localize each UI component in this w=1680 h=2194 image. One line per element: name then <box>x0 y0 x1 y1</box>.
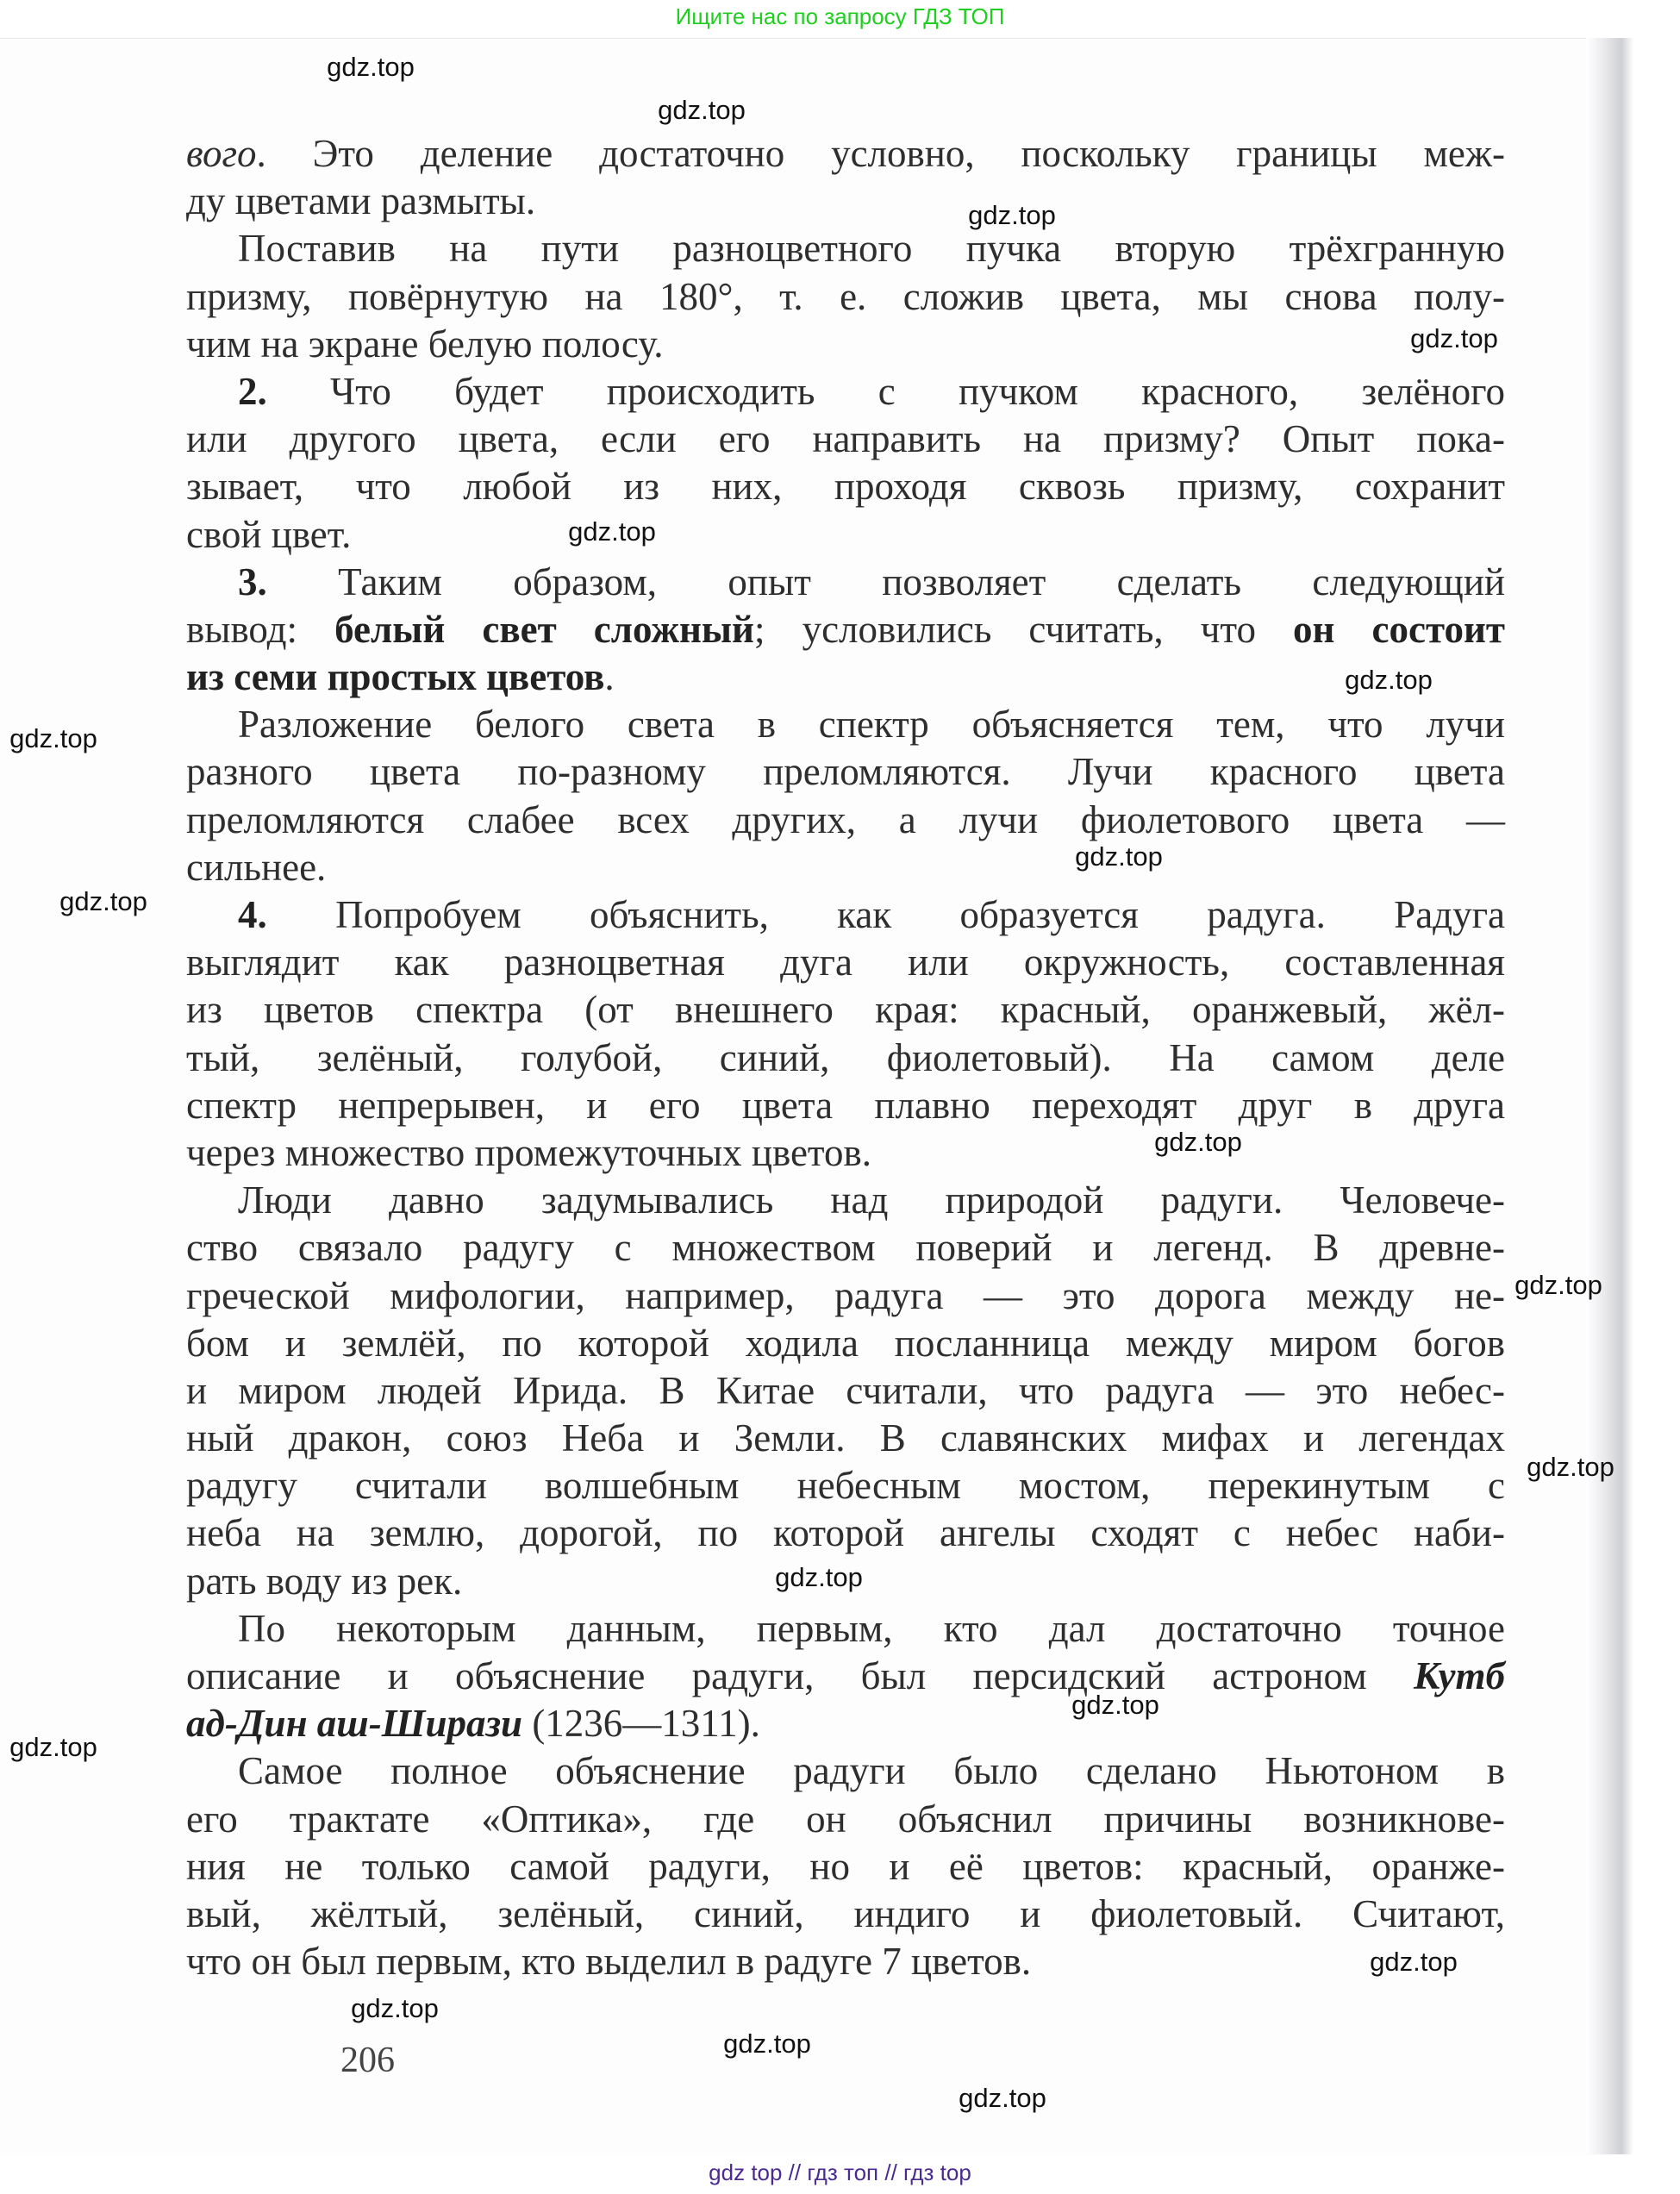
text-line <box>186 511 1505 559</box>
text-line <box>186 178 1505 225</box>
text-segment: . Это деление достаточно условно, поскольку границы меж- <box>256 132 1505 175</box>
text-line <box>186 1224 1505 1272</box>
text-segment: ный дракон, союз Неба и Земли. В славянских мифах и легендах <box>186 1416 1505 1460</box>
text-segment: Люди давно задумывались над природой радуги. Человече- <box>238 1178 1505 1222</box>
text-segment: из цветов спектра (от внешнего края: красный, оранжевый, жёл- <box>186 988 1505 1032</box>
emphasized-text: Кутб <box>1413 1654 1505 1697</box>
emphasized-text: ад-Дин аш-Ширази <box>186 1702 523 1746</box>
emphasized-text: 2. <box>238 369 267 413</box>
text-line <box>186 1462 1505 1510</box>
text-segment: радугу считали волшебным небесным мостом, перекинутым с <box>186 1464 1505 1508</box>
emphasized-text: белый свет сложный <box>334 607 754 651</box>
text-segment: Поставив на пути разноцветного пучка вторую трёхгранную <box>238 227 1505 271</box>
text-line <box>186 1843 1505 1891</box>
text-segment: призму, повёрнутую на 180°, т. е. сложив цвета, мы снова полу- <box>186 274 1505 318</box>
watermark: gdz.top <box>959 2083 1046 2113</box>
watermark: gdz.top <box>1075 841 1163 872</box>
page-number: 206 <box>340 2041 395 2080</box>
body-text <box>186 130 1505 1985</box>
text-line <box>186 1272 1505 1320</box>
watermark: gdz.top <box>968 200 1056 230</box>
text-segment: вывод: <box>186 607 335 651</box>
text-segment: вый, жёлтый, зелёный, синий, индиго и фиолетовый. Считают, <box>186 1891 1505 1935</box>
text-line <box>186 1034 1505 1082</box>
text-line <box>186 891 1505 939</box>
watermark: gdz.top <box>568 516 656 547</box>
text-segment: ду цветами размыты. <box>186 179 536 223</box>
text-segment: что он был первым, кто выделил в радуге 7 цветов. <box>186 1940 1032 1984</box>
text-segment: выглядит как разноцветная дуга или окружность, составленная <box>186 941 1505 984</box>
text-segment: Самое полное объяснение радуги было сделано Ньютоном в <box>238 1749 1505 1793</box>
text-line <box>186 606 1505 653</box>
text-line <box>186 1082 1505 1129</box>
text-segment: тый, зелёный, голубой, синий, фиолетовый). На самом деле <box>186 1035 1505 1079</box>
watermark: gdz.top <box>59 886 147 916</box>
text-segment: Попробуем объяснить, как образуется радуга. Радуга <box>266 893 1505 936</box>
text-line <box>186 797 1505 844</box>
text-line <box>186 559 1505 606</box>
watermark: gdz.top <box>658 95 746 125</box>
text-line <box>186 986 1505 1034</box>
text-line <box>186 1605 1505 1653</box>
watermark: gdz.top <box>1514 1270 1602 1300</box>
text-segment: бом и землёй, по которой ходила посланница между миром богов <box>186 1321 1505 1365</box>
watermark: gdz.top <box>327 52 415 82</box>
text-line <box>186 416 1505 463</box>
text-segment: зывает, что любой из них, проходя сквозь призму, сохранит <box>186 465 1505 509</box>
text-segment: или другого цвета, если его направить на призму? Опыт пока- <box>186 417 1505 461</box>
watermark: gdz.top <box>1154 1127 1242 1157</box>
text-segment: рать воду из рек. <box>186 1559 463 1603</box>
text-line <box>186 748 1505 796</box>
text-line <box>186 1700 1505 1747</box>
watermark: gdz.top <box>1345 665 1433 695</box>
text-segment: и миром людей Ирида. В Китае считали, что радуга — это небес- <box>186 1368 1505 1412</box>
watermark: gdz.top <box>351 1993 439 2023</box>
watermark: gdz.top <box>1370 1947 1458 1977</box>
text-line <box>186 368 1505 416</box>
text-line <box>186 653 1505 701</box>
text-segment: По некоторым данным, первым, кто дал достаточно точное <box>238 1606 1505 1650</box>
text-line <box>186 1796 1505 1843</box>
text-segment: спектр непрерывен, и его цвета плавно переходят друг в друга <box>186 1083 1505 1127</box>
emphasized-text: 4. <box>238 893 267 936</box>
text-segment: неба на землю, дорогой, по которой ангелы сходят с небес наби- <box>186 1511 1505 1555</box>
emphasized-text: вого <box>186 132 257 175</box>
emphasized-text: из семи простых цветов <box>186 655 605 699</box>
text-segment: описание и объяснение радуги, был персидский астроном <box>186 1654 1414 1697</box>
text-line <box>186 1653 1505 1700</box>
text-line <box>186 939 1505 986</box>
text-segment: греческой мифологии, например, радуга — это дорога между не- <box>186 1273 1505 1317</box>
text-segment: Что будет происходить с пучком красного, зелёного <box>266 369 1505 413</box>
text-segment: через множество промежуточных цветов. <box>186 1130 871 1174</box>
text-segment: ния не только самой радуги, но и её цветов: красный, оранже- <box>186 1844 1505 1888</box>
text-line <box>186 1510 1505 1557</box>
text-line <box>186 1320 1505 1367</box>
text-line <box>186 701 1505 748</box>
text-line <box>186 463 1505 510</box>
watermark: gdz.top <box>1071 1690 1159 1720</box>
watermark: gdz.top <box>775 1562 863 1592</box>
text-segment: ; условились считать, что <box>754 607 1294 651</box>
footer-links[interactable]: gdz top // гдз топ // гдз top <box>709 2160 971 2185</box>
text-line <box>186 273 1505 321</box>
watermark: gdz.top <box>1410 323 1498 353</box>
text-segment: . <box>604 655 615 699</box>
watermark: gdz.top <box>723 2028 811 2059</box>
text-line <box>186 1938 1505 1985</box>
text-segment: преломляются слабее всех других, а лучи фиолетового цвета — <box>186 797 1505 841</box>
watermark: gdz.top <box>9 1732 97 1762</box>
text-line <box>186 1415 1505 1462</box>
emphasized-text: 3. <box>238 559 267 603</box>
text-line <box>186 1367 1505 1415</box>
text-line <box>186 1747 1505 1795</box>
text-segment: (1236—1311). <box>522 1702 760 1746</box>
text-line <box>186 321 1505 368</box>
watermark: gdz.top <box>9 723 97 753</box>
text-segment: сильнее. <box>186 845 327 889</box>
text-line <box>186 1177 1505 1224</box>
page-edge-shadow <box>1586 38 1633 2154</box>
watermark: gdz.top <box>1527 1452 1614 1482</box>
text-segment: разного цвета по-разному преломляются. Лучи красного цвета <box>186 750 1505 794</box>
text-segment: Таким образом, опыт позволяет сделать следующий <box>266 559 1505 603</box>
text-segment: ство связало радугу с множеством поверий и легенд. В древне- <box>186 1226 1505 1270</box>
text-line <box>186 1129 1505 1177</box>
text-line <box>186 844 1505 891</box>
text-line <box>186 225 1505 272</box>
text-segment: его трактате «Оптика», где он объяснил причины возникнове- <box>186 1797 1505 1841</box>
text-segment: чим на экране белую полосу. <box>186 322 664 366</box>
text-line <box>186 1891 1505 1938</box>
text-segment: Разложение белого света в спектр объясняется тем, что лучи <box>238 703 1505 747</box>
emphasized-text: он состоит <box>1293 607 1505 651</box>
text-line <box>186 130 1505 178</box>
text-segment: свой цвет. <box>186 512 352 556</box>
search-banner[interactable]: Ищите нас по запросу ГДЗ ТОП <box>675 3 1005 29</box>
